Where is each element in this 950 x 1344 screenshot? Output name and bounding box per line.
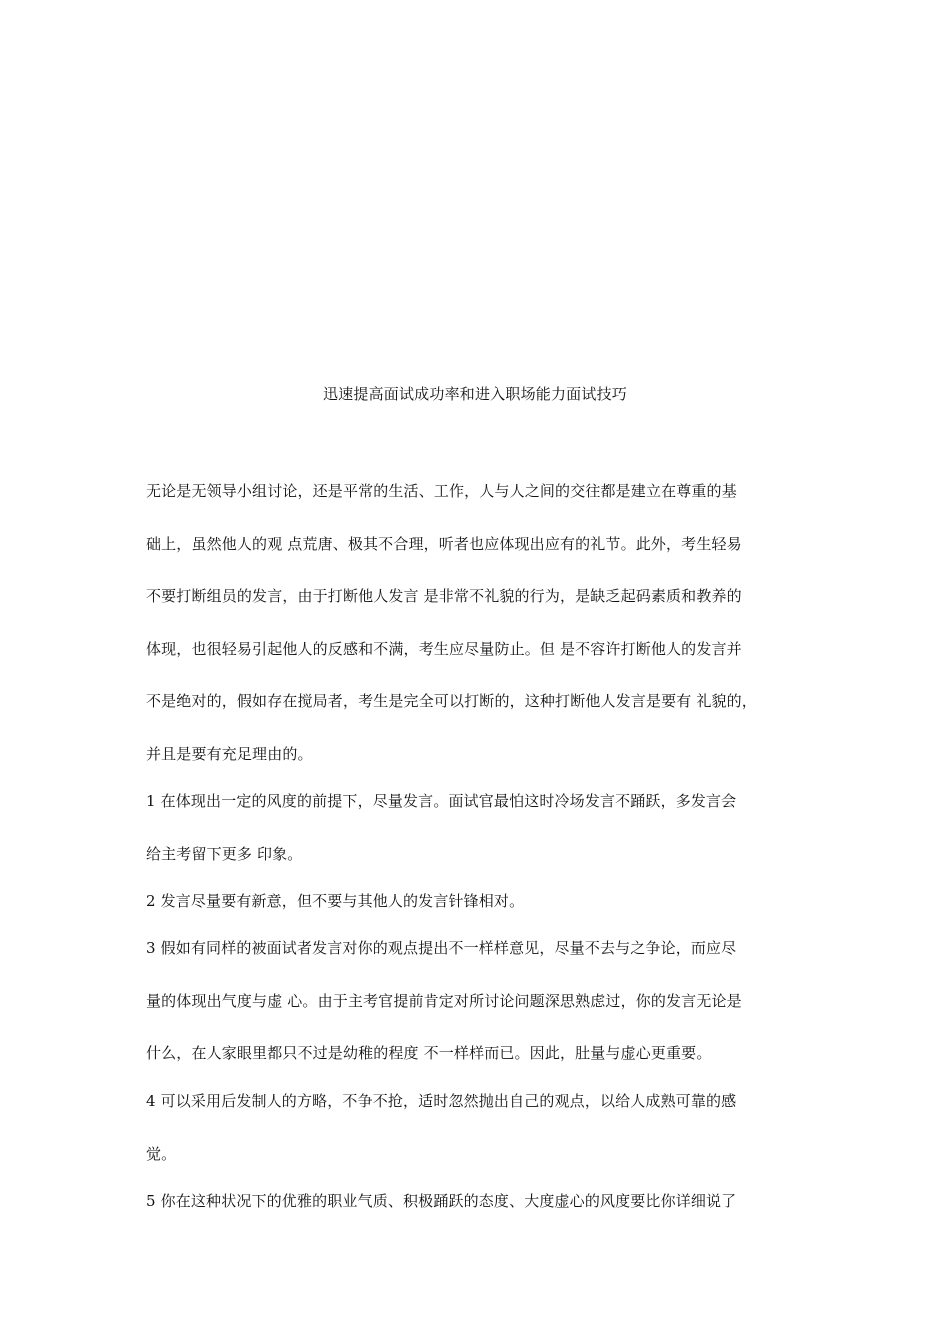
list-item-line: 给主考留下更多 印象。 xyxy=(146,845,303,863)
list-item-line: 什么，在人家眼里都只不过是幼稚的程度 不一样样而已。因此，肚量与虚心更重要。 xyxy=(146,1044,712,1062)
list-item-line: 量的体现出气度与虚 心。由于主考官提前肯定对所讨论问题深思熟虑过，你的发言无论是 xyxy=(146,992,742,1010)
paragraph-line: 不是绝对的，假如存在搅局者，考生是完全可以打断的，这种打断他人发言是要有 礼貌的， xyxy=(146,692,757,710)
list-item-line: 5 你在这种状况下的优雅的职业气质、积极踊跃的态度、大度虚心的风度要比你详细说了 xyxy=(146,1192,737,1210)
list-item-line: 4 可以采用后发制人的方略，不争不抢，适时忽然抛出自己的观点，以给人成熟可靠的感 xyxy=(146,1092,737,1110)
document-title: 迅速提高面试成功率和进入职场能力面试技巧 xyxy=(322,385,627,403)
paragraph-line: 并且是要有充足理由的。 xyxy=(146,745,313,763)
paragraph-line: 础上，虽然他人的观 点荒唐、极其不合理，听者也应体现出应有的礼节。此外，考生轻易 xyxy=(146,535,742,553)
list-item-line: 觉。 xyxy=(146,1145,177,1163)
list-item-line: 1 在体现出一定的风度的前提下，尽量发言。面试官最怕这时冷场发言不踊跃，多发言会 xyxy=(146,792,737,810)
paragraph-line: 体现，也很轻易引起他人的反感和不满，考生应尽量防止。但 是不容许打断他人的发言并 xyxy=(146,640,742,658)
paragraph-line: 不要打断组员的发言，由于打断他人发言 是非常不礼貌的行为，是缺乏起码素质和教养的 xyxy=(146,587,742,605)
list-item-line: 2 发言尽量要有新意，但不要与其他人的发言针锋相对。 xyxy=(146,892,525,910)
paragraph-line: 无论是无领导小组讨论，还是平常的生活、工作，人与人之间的交往都是建立在尊重的基 xyxy=(146,482,737,500)
list-item-line: 3 假如有同样的被面试者发言对你的观点提出不一样样意见，尽量不去与之争论，而应尽 xyxy=(146,939,737,957)
